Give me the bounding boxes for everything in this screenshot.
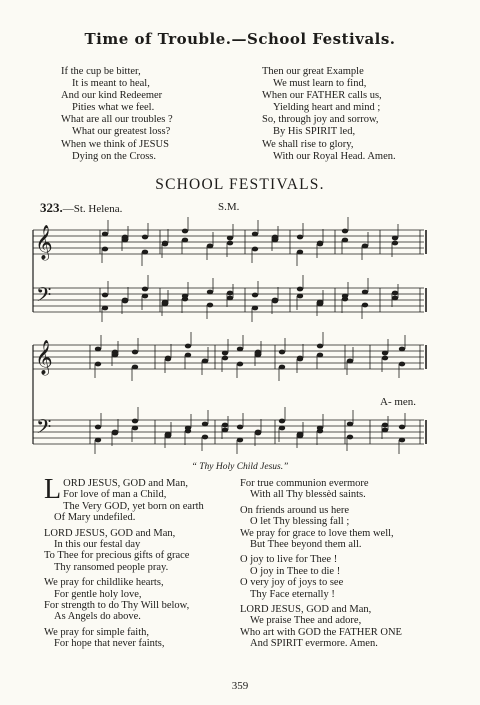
note-head [362, 303, 368, 308]
verse-line: Dying on the Cross. [72, 150, 156, 162]
tune-number: 323. [40, 200, 63, 215]
amen-lyric: A- men. [380, 396, 417, 408]
note-head [237, 425, 243, 430]
page-number: 359 [231, 680, 249, 692]
note-head [112, 350, 118, 355]
bass-clef-icon: 𝄢 [36, 415, 52, 443]
hymn-text-left [44, 474, 244, 650]
verse-line: Pities what we feel. [72, 102, 155, 114]
note-head [382, 423, 388, 428]
note-head [122, 298, 128, 303]
note-head [122, 235, 128, 240]
hymn-line: Thy ransomed people pray. [54, 561, 169, 573]
treble-clef-icon: 𝄞 [35, 340, 53, 375]
hymn-line: But Thee beyond them all. [250, 539, 362, 551]
note-head [297, 432, 303, 437]
hymn-line: In this our festal day [54, 539, 141, 551]
hymn-line: The Very GOD, yet born on earth [63, 500, 204, 512]
note-head [95, 425, 101, 430]
note-head [297, 235, 303, 240]
note-head [399, 347, 405, 352]
note-head [237, 438, 243, 443]
note-head [392, 236, 398, 241]
hymn-line: We pray for grace to love them well, [240, 527, 394, 539]
note-head [132, 419, 138, 424]
note-head [202, 435, 208, 440]
tune-meter: S.M. [218, 201, 240, 213]
note-head [182, 238, 188, 243]
note-head [142, 235, 148, 240]
hymn-line: For strength to do Thy Will below, [44, 600, 190, 612]
note-head [142, 287, 148, 292]
hymn-caption: “ Thy Holy Child Jesus.” [191, 462, 289, 472]
note-head [162, 242, 168, 247]
hymn-line: ORD JESUS, GOD and Man, [63, 478, 188, 489]
hymn-line: Who art with GOD the FATHER ONE [240, 626, 402, 638]
note-head [272, 235, 278, 240]
drop-cap: L [44, 474, 62, 505]
hymn-line: Of Mary undefiled. [54, 512, 136, 524]
note-head [202, 422, 208, 427]
hymn-line: To Thee for precious gifts of grace [44, 550, 190, 562]
note-head [142, 294, 148, 299]
note-head [297, 357, 303, 362]
note-head [279, 365, 285, 370]
note-head [297, 250, 303, 255]
verse-line: It is meant to heal, [72, 78, 150, 90]
note-head [132, 365, 138, 370]
hymn-line: On friends around us here [240, 504, 350, 516]
note-head [317, 242, 323, 247]
note-head [237, 362, 243, 367]
note-head [317, 344, 323, 349]
note-head [252, 293, 258, 298]
note-head [165, 432, 171, 437]
note-head [342, 297, 348, 302]
note-head [317, 353, 323, 358]
verse-line: We shall rise to glory, [262, 138, 354, 150]
hymn-line: For gentle holy love, [54, 588, 142, 600]
note-head [95, 362, 101, 367]
verse-line: And our kind Redeemer [61, 90, 163, 102]
note-head [399, 362, 405, 367]
note-head [342, 238, 348, 243]
note-head [382, 356, 388, 361]
hymn-line: For true communion evermore [240, 478, 369, 489]
verse-line: What our greatest loss? [72, 126, 171, 138]
note-head [182, 297, 188, 302]
note-head [132, 350, 138, 355]
note-head [362, 290, 368, 295]
treble-clef-icon: 𝄞 [35, 225, 53, 260]
note-head [237, 347, 243, 352]
hymn-line: O very joy of joys to see [240, 577, 344, 589]
note-head [102, 232, 108, 237]
note-head [207, 244, 213, 249]
hymn-line: O joy in Thee to die ! [250, 565, 341, 577]
note-head [362, 244, 368, 249]
note-head [255, 350, 261, 355]
hymn-line: As Angels do above. [54, 611, 141, 623]
note-head [185, 429, 191, 434]
hymn-line: With all Thy blessèd saints. [250, 489, 366, 501]
hymn-line: For hope that never faints, [54, 638, 165, 650]
note-head [252, 232, 258, 237]
verse-line: Then our great Example [262, 66, 364, 77]
note-head [165, 357, 171, 362]
verse-line: Yielding heart and mind ; [273, 102, 381, 114]
note-head [222, 356, 228, 361]
note-head [207, 290, 213, 295]
note-head [392, 291, 398, 296]
bass-clef-icon: 𝄢 [36, 283, 52, 311]
note-head [382, 428, 388, 433]
note-head [279, 426, 285, 431]
note-head [399, 425, 405, 430]
note-head [222, 351, 228, 356]
note-head [317, 429, 323, 434]
section-title: SCHOOL FESTIVALS. [155, 176, 325, 193]
note-head [297, 287, 303, 292]
verse-line: By His SPIRIT led, [273, 126, 356, 138]
note-head [132, 426, 138, 431]
note-head [382, 351, 388, 356]
note-head [207, 303, 213, 308]
note-head [279, 419, 285, 424]
note-head [399, 438, 405, 443]
note-head [202, 359, 208, 364]
note-head [317, 300, 323, 305]
note-head [182, 229, 188, 234]
verse-line: If the cup be bitter, [61, 66, 141, 77]
note-head [102, 306, 108, 311]
note-head [102, 247, 108, 252]
note-head [347, 422, 353, 427]
note-head [95, 438, 101, 443]
hymn-line: O let Thy blessing fall ; [250, 516, 350, 528]
hymn-line: For love of man a Child, [63, 489, 167, 501]
page-header: Time of Trouble.—School Festivals. [84, 30, 396, 48]
note-head [272, 298, 278, 303]
note-head [95, 347, 101, 352]
note-head [255, 430, 261, 435]
note-head [185, 344, 191, 349]
hymn-line: O joy to live for Thee ! [240, 554, 338, 566]
verse-line: So, through joy and sorrow, [262, 114, 379, 126]
hymn-line: And SPIRIT evermore. Amen. [250, 638, 378, 650]
note-head [185, 353, 191, 358]
note-head [112, 430, 118, 435]
note-head [342, 229, 348, 234]
tune-name: —St. Helena. [62, 203, 123, 215]
note-head [252, 306, 258, 311]
note-head [102, 293, 108, 298]
note-head [227, 236, 233, 241]
note-head [297, 294, 303, 299]
hymn-line: We pray for childlike hearts, [44, 577, 164, 589]
note-head [347, 359, 353, 364]
note-head [222, 423, 228, 428]
note-head [392, 296, 398, 301]
verse-line: When we think of JESUS [61, 138, 169, 150]
hymn-line: We pray for simple faith, [44, 626, 149, 638]
note-head [227, 296, 233, 301]
verse-line: With our Royal Head. Amen. [273, 150, 396, 162]
note-head [222, 428, 228, 433]
note-head [227, 241, 233, 246]
verse-line: When our FATHER calls us, [262, 90, 382, 102]
note-head [227, 291, 233, 296]
note-head [279, 350, 285, 355]
hymn-line: We praise Thee and adore, [250, 615, 362, 627]
hymn-line: LORD JESUS, GOD and Man, [240, 604, 372, 616]
hymn-text-right [240, 478, 472, 650]
hymn-line: Thy Face eternally ! [250, 588, 335, 600]
note-head [392, 241, 398, 246]
note-head [347, 435, 353, 440]
verse-line: We must learn to find, [273, 78, 367, 90]
hymn-line: LORD JESUS, GOD and Man, [44, 527, 176, 539]
note-head [252, 247, 258, 252]
note-head [162, 300, 168, 305]
verse-line: What are all our troubles ? [61, 114, 173, 126]
note-head [142, 250, 148, 255]
